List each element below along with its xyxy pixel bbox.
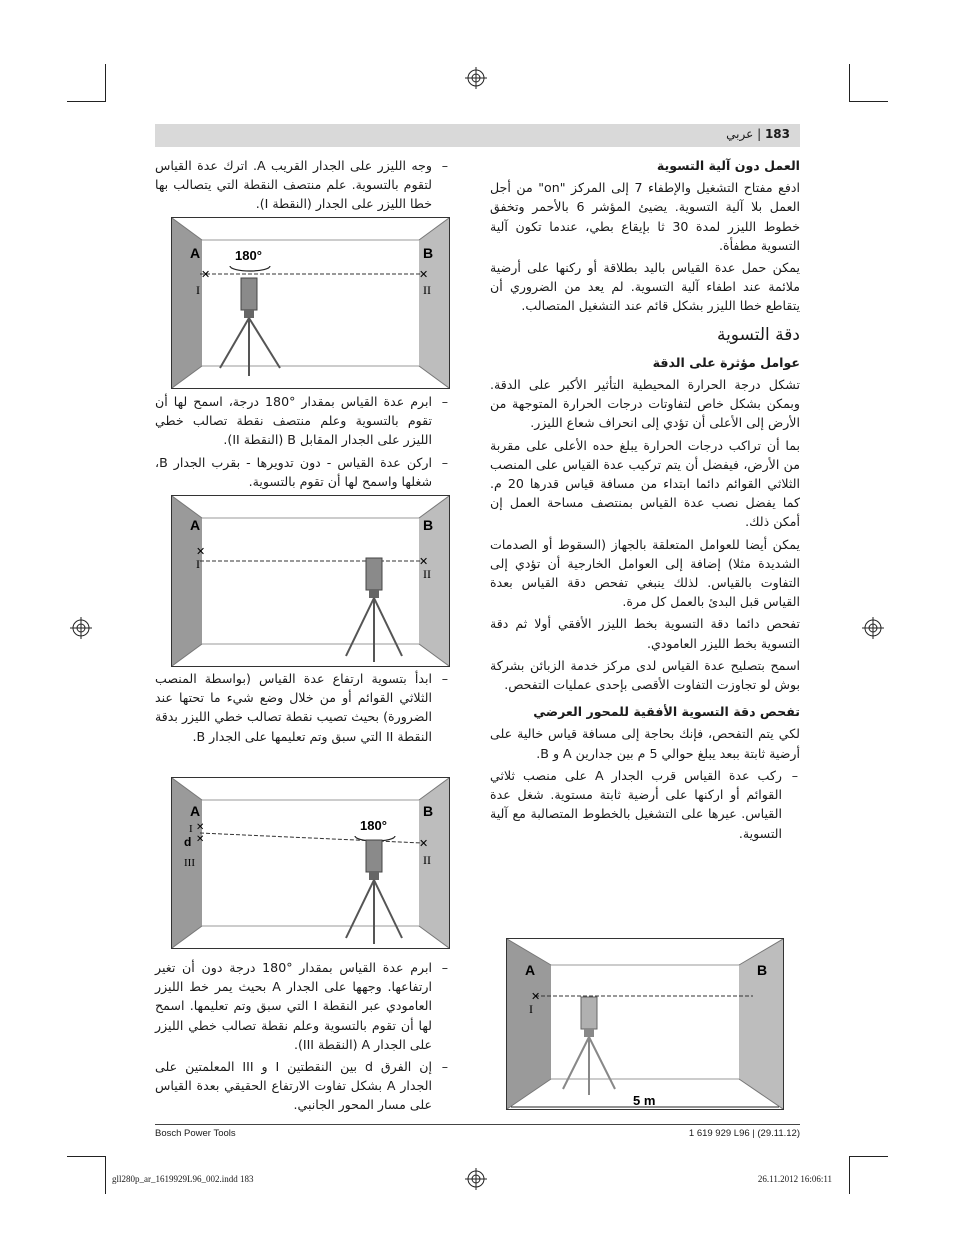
registration-mark-icon <box>465 67 487 89</box>
point-i-label: I <box>189 823 193 835</box>
laser-tripod-icon <box>563 997 615 1095</box>
svg-text:✕: ✕ <box>196 834 205 845</box>
paragraph: يمكن حمل عدة القياس باليد بطلاقة أو ركنها على أرضية ملائمة عند اطفاء آلية التسوية. لم يعد من الضروري أن يتقاطع خطا الليزر بشكل قائم عند التشغيل المتصالب. <box>490 260 800 314</box>
wall-a-label: A <box>190 803 201 819</box>
list-item: – ابرم عدة القياس بمقدار °180 درجة دون أن تغير ارتفاعها. وجهها على الجدار A بحيث يمر خط الليزر العامودي عبر النقطة I التي سبق وتم تعليمها. اسمح لها أن تقوم بالتسوية وعلم نقطة تصالب خطي الليزر على الجدار A (النقطة III). <box>155 960 448 1052</box>
svg-text:✕: ✕ <box>531 991 541 1003</box>
wall-a-label: A <box>190 517 201 533</box>
point-iii-label: III <box>184 857 195 869</box>
paragraph: تفحص دائما دقة التسوية بخط الليزر الأفقي أولا ثم دقة التسوية بخط الليزر العامودي. <box>490 616 800 651</box>
left-column-block-4 <box>155 958 450 1118</box>
section-title: دقة التسوية <box>716 324 800 345</box>
right-column <box>490 156 800 846</box>
crop-mark <box>67 1156 105 1157</box>
list-item: – إن الفرق d بين النقطتين I و III المعلمتين على الجدار A بشكل تفاوت الارتفاع الحقيقي بعدة القياس على مسار المحور الجانبي. <box>155 1059 448 1113</box>
slug-date: 26.11.2012 16:06:11 <box>757 1174 832 1184</box>
footer-brand: Bosch Power Tools <box>155 1128 236 1139</box>
wall-a-label: A <box>190 245 201 261</box>
wall-b-label: B <box>423 517 434 533</box>
left-column-block-3 <box>155 669 450 749</box>
crop-mark <box>849 64 850 102</box>
paragraph: لكي يتم التفحص، فإنك بحاجة إلى مسافة قياس خالية على أرضية ثابتة ببعد يبلغ حوالي 5 م بين جدارين A و B. <box>490 726 800 761</box>
heading-factors: عوامل مؤثرة على الدقة <box>652 354 800 370</box>
svg-text:✕: ✕ <box>201 269 211 281</box>
footer-doc-id: 1 619 929 L96 | (29.11.12) <box>688 1128 800 1139</box>
svg-text:✕: ✕ <box>419 269 429 281</box>
svg-text:✕: ✕ <box>419 556 429 568</box>
point-i-label: I <box>196 557 200 571</box>
point-ii-label: II <box>423 853 431 867</box>
point-ii-label: II <box>423 283 431 297</box>
figure-rotate-at-wall-b <box>171 777 450 949</box>
registration-mark-icon <box>70 617 92 639</box>
header-separator: | <box>757 127 762 141</box>
paragraph: اسمح بتصليح عدة القياس لدى مركز خدمة الزبائن بشركة بوش لو تجاوزت التفاوت الأقصى بإحدى عمليات التفحص. <box>490 657 800 693</box>
laser-tripod-icon <box>346 840 402 944</box>
list-item: – ابدأ بتسوية ارتفاع عدة القياس (بواسطة المنصب الثلاثي القوائم أو من خلال وضع شيء ما تحتها عند الضرورة) بحيث تصيب نقطة تصالب خطي الليزر بدقة النقطة II التي سبق وتم تعليمها على الجدار B. <box>155 671 448 744</box>
header-language: عربي <box>726 127 754 141</box>
wall-b-label: B <box>423 803 434 819</box>
crop-mark <box>105 64 106 102</box>
left-column-block-2 <box>155 392 450 494</box>
page-number: 183 <box>764 127 790 141</box>
paragraph: يمكن أيضا للعوامل المتعلقة بالجهاز (السقوط أو الصدمات الشديدة مثلا) إضافة إلى العوامل الخارجية أن تؤدي إلى التفاوت بالقياس. لذلك ينبغي تفحص دقة القياس بعدة القياس قبل البدئ بالعمل كل مرة. <box>490 536 800 610</box>
heading-horizontal-check: تفحص دقة التسوية الأفقية للمحور العرضي <box>533 704 800 720</box>
registration-mark-icon <box>465 1168 487 1190</box>
figure-setup-5m <box>506 938 784 1110</box>
footer-rule <box>155 1124 800 1125</box>
difference-label: d <box>184 835 192 849</box>
wall-a-label: A <box>525 962 536 978</box>
distance-label: 5 m <box>633 1093 656 1108</box>
laser-tripod-icon <box>220 278 280 376</box>
paragraph: ادفع مفتاح التشغيل والإطفاء 7 إلى المركز "on" من أجل العمل بلا آلية التسوية. يضيئ المؤشر 6 بالأحمر وتخفق خطوط الليزر لمدة 30 ثا بإيقاع بطي، عندما تكون آلية التسوية مطفأة. <box>490 180 800 253</box>
crop-mark <box>850 1156 888 1157</box>
list-item: – اركن عدة القياس - دون تدويرها - بقرب الجدار B، شغلها واسمح لها أن تقوم بالتسوية. <box>155 454 448 489</box>
list-item: – وجه الليزر على الجدار القريب A. اترك عدة القياس لتقوم بالتسوية. علم منتصف النقطة التي يتصالب بها خطا الليزر على الجدار (النقطة I). <box>155 158 448 212</box>
heading-operation: العمل دون آلية التسوية <box>656 158 800 173</box>
laser-tripod-icon <box>346 558 402 662</box>
page-header <box>155 124 800 147</box>
figure-move-to-wall-b <box>171 495 450 667</box>
figure-measure-wall-a <box>171 217 450 389</box>
svg-text:✕: ✕ <box>196 822 205 833</box>
paragraph: بما أن تراكب درجات الحرارة يبلغ حده الأعلى على مقربة من الأرض، فيفضل أن يتم تركيب عدة القياس على المنصب الثلاثي القوائم دائما ابتداء من مسافة قياس قدرها 20 م. كما يفضل نصب عدة القياس بمنتصف مساحة العمل إن أمكن ذلك. <box>490 437 800 530</box>
left-column-block-1 <box>155 156 450 217</box>
crop-mark <box>849 1156 850 1194</box>
point-i-label: I <box>529 1002 533 1016</box>
point-ii-label: II <box>423 567 431 581</box>
paragraph: تشكل درجة الحرارة المحيطية التأثير الأكبر على الدقة. وبمكن بشكل خاص لتفاوتات درجات الحرارة المتوجهة من الأرض إلى الأعلى أن تؤدي إلى انحراف شعاع الليزر. <box>490 377 800 431</box>
slug-file: gll280p_ar_1619929L96_002.indd 183 <box>112 1174 254 1184</box>
crop-mark <box>105 1156 106 1194</box>
rotation-label: 180° <box>235 248 262 263</box>
rotation-label: 180° <box>360 818 387 833</box>
crop-mark <box>850 101 888 102</box>
registration-mark-icon <box>862 617 884 639</box>
svg-text:✕: ✕ <box>419 838 429 850</box>
list-item: – ركب عدة القياس قرب الجدار A على منصب ثلاثي القوائم أو اركنها على أرضية ثابتة مستوية. شغل عدة القياس. عيرها على التشغيل بالخطوط المتصالبة مع آلية التسوية. <box>490 767 798 841</box>
point-i-label: I <box>196 283 200 297</box>
wall-b-label: B <box>757 962 768 978</box>
svg-text:✕: ✕ <box>196 546 206 558</box>
crop-mark <box>67 101 105 102</box>
list-item: – ابرم عدة القياس بمقدار °180 درجة، اسمح لها أن تقوم بالتسوية وعلم منتصف نقطة تصالب خطي الليزر على الجدار المقابل B (النقطة II). <box>155 394 448 448</box>
wall-b-label: B <box>423 245 434 261</box>
